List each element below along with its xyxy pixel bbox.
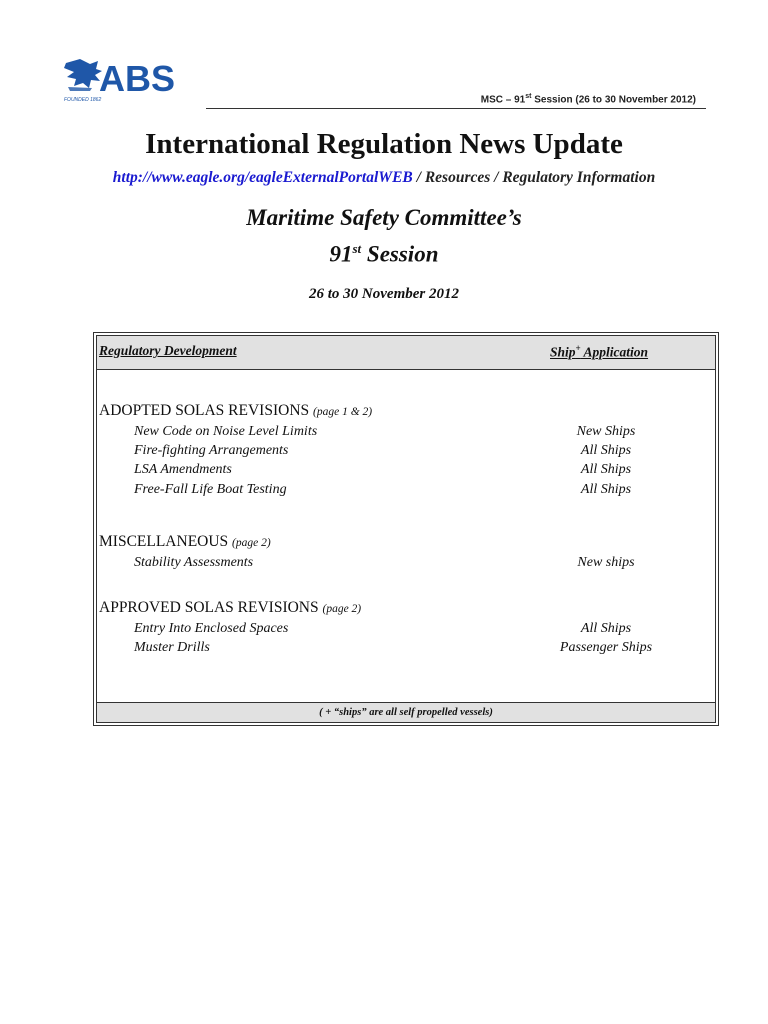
table-footnote: ( + “ships” are all self propelled vessels) [97,702,715,722]
url-path: / Resources / Regulatory Information [412,169,656,186]
page-title: International Regulation News Update [145,128,623,160]
committee-title: Maritime Safety Committee’s [246,205,522,230]
table-row: New Code on Noise Level Limits New Ships [134,424,636,439]
table-row: LSA Amendments All Ships [134,462,632,477]
table-row: Entry Into Enclosed Spaces All Ships [134,621,632,636]
table-header [97,336,715,370]
column-header-development: Regulatory Development [99,343,237,358]
table-row: Muster Drills Passenger Ships [134,640,653,655]
session-dates: 26 to 30 November 2012 [309,286,459,302]
session-title: 91st Session [329,241,439,267]
section-heading: MISCELLANEOUS (page 2) [99,533,271,550]
section-heading: APPROVED SOLAS REVISIONS (page 2) [99,599,362,616]
header-divider [206,108,706,109]
session-reference: MSC – 91st Session (26 to 30 November 2012) [480,93,696,106]
eagle-portal-link[interactable]: http://www.eagle.org/eagleExternalPortalWEB [112,169,413,186]
table-row: Fire-fighting Arrangements All Ships [134,443,632,458]
url-line [0,169,768,187]
abs-logo [62,55,202,105]
section-heading: ADOPTED SOLAS REVISIONS (page 1 & 2) [99,402,373,419]
eagle-icon [64,59,102,91]
table-row: Free-Fall Life Boat Testing All Ships [134,482,632,497]
logo-founded: FOUNDED 1862 [64,97,102,103]
logo-wordmark: ABS [99,58,176,99]
column-header-application: Ship+ Application [550,343,649,360]
table-row: Stability Assessments New ships [134,555,635,570]
summary-table [93,332,719,726]
